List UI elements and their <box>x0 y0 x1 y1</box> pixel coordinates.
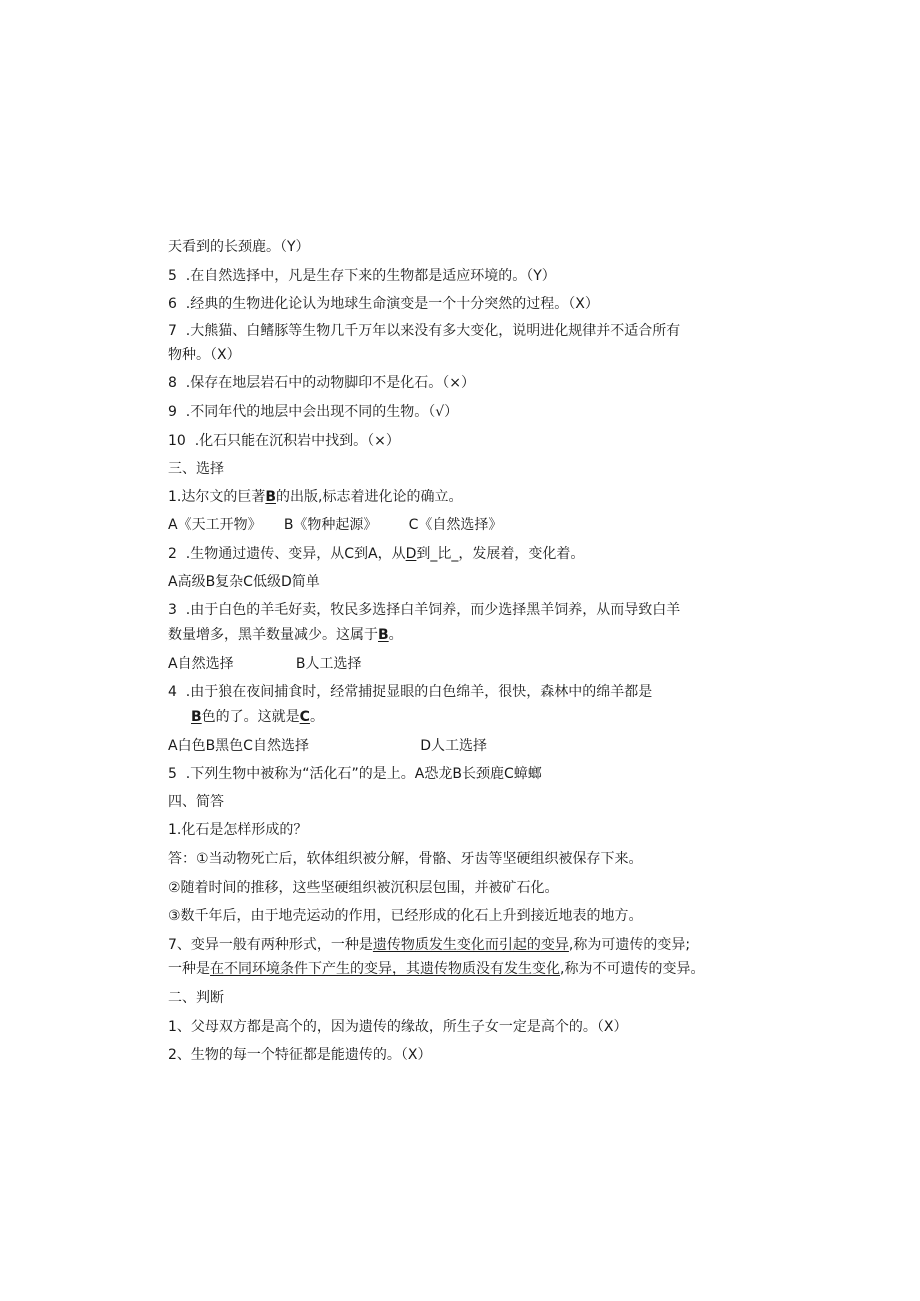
choice-q2-options: A高级B复杂C低级D简单 <box>168 574 320 590</box>
judge-line-7b: 物种。（X） <box>168 347 241 363</box>
choice-q1 <box>168 488 462 506</box>
short-q7-answer-2: 在不同环境条件下产生的变异，其遗传物质没有发生变化 <box>210 961 560 977</box>
choice-q4-text-end: 。 <box>309 709 324 725</box>
short-q1: 1.化石是怎样形成的？ <box>168 822 308 838</box>
choice-q1-text-end: 的出版,标志着进化论的确立。 <box>276 489 463 505</box>
short-q7-answer-1: 遗传物质发生变化而引起的变异 <box>372 937 569 953</box>
judge-line-8: 8 .保存在地层岩石中的动物脚印不是化石。（×） <box>168 375 475 391</box>
choice-q3-text: 数量增多，黑羊数量减少。这属于 <box>168 627 378 643</box>
choice-q3-answer: B <box>378 627 389 643</box>
judge-line-6: 6 .经典的生物进化论认为地球生命演变是一个十分突然的过程。（X） <box>168 296 599 312</box>
short-a1-line3: ③数千年后，由于地壳运动的作用，已经形成的化石上升到接近地表的地方。 <box>168 908 643 924</box>
choice-q1-text: 1.达尔文的巨著 <box>168 489 266 505</box>
choice-q4a: 4 .由于狼在夜间捕食时，经常捕捉显眼的白色绵羊，很快，森林中的绵羊都是 <box>168 684 653 700</box>
section-heading-choice: 三、选择 <box>168 461 224 477</box>
short-q7-line2 <box>168 960 704 978</box>
short-q7-line1 <box>168 936 690 954</box>
choice-q4-text: 色的了。这就是 <box>201 709 300 725</box>
short-q7-text-2: 一种是 <box>168 961 210 977</box>
choice-q3a: 3 .由于白色的羊毛好卖，牧民多选择白羊饲养，而少选择黑羊饲养，从而导致白羊 <box>168 602 681 618</box>
choice-q1-answer: B <box>265 489 277 505</box>
judge-line-9: 9 .不同年代的地层中会出现不同的生物。（√） <box>168 404 459 420</box>
judge-line-10: 10 .化石只能在沉积岩中找到。（×） <box>168 433 400 449</box>
short-a1-line1: 答：①当动物死亡后，软体组织被分解，骨骼、牙齿等坚硬组织被保存下来。 <box>168 851 643 867</box>
short-q7-text: 7、变异一般有两种形式，一种是 <box>168 937 373 953</box>
choice-q2-answer: D <box>405 546 417 562</box>
choice-q4-answer-1: B <box>191 709 202 725</box>
short-q7-text-2-end: ,称为不可遗传的变异。 <box>560 961 705 977</box>
judge-b-line-2: 2、生物的每一个特征都是能遗传的。（X） <box>168 1047 432 1063</box>
judge-line-giraffe: 天看到的长颈鹿。（Y） <box>168 239 310 255</box>
choice-q4b <box>191 708 324 726</box>
judge-b-line-1: 1、父母双方都是高个的，因为遗传的缘故，所生子女一定是高个的。（X） <box>168 1019 628 1035</box>
choice-q2-text: 2 .生物通过遗传、变异，从C到A，从 <box>168 546 406 562</box>
choice-q5: 5 .下列生物中被称为“活化石”的是上。A恐龙B长颈鹿C蟑螂 <box>168 766 542 782</box>
judge-line-5: 5 .在自然选择中，凡是生存下来的生物都是适应环境的。（Y） <box>168 268 556 284</box>
choice-q3b <box>168 626 403 644</box>
section-heading-short-answer: 四、简答 <box>168 794 224 810</box>
choice-q3-options: A自然选择 B人工选择 <box>168 656 362 672</box>
choice-q4-answer-2: C <box>299 709 310 725</box>
choice-q2 <box>168 545 584 563</box>
choice-q3-text-end: 。 <box>388 627 403 643</box>
short-q7-text-end: ,称为可遗传的变异; <box>568 937 691 953</box>
judge-line-7a: 7 .大熊猫、白鳍豚等生物几千万年以来没有多大变化，说明进化规律并不适合所有 <box>168 323 681 339</box>
choice-q4-options: A白色B黑色C自然选择 D人工选择 <box>168 738 487 754</box>
section-heading-judge: 二、判断 <box>168 990 224 1006</box>
short-a1-line2: ②随着时间的推移，这些坚硬组织被沉积层包围，并被矿石化。 <box>168 880 559 896</box>
choice-q2-text-end: 到_比_，发展着，变化着。 <box>416 546 585 562</box>
choice-q1-options: A《天工开物》 B《物种起源》 C《自然选择》 <box>168 517 503 533</box>
